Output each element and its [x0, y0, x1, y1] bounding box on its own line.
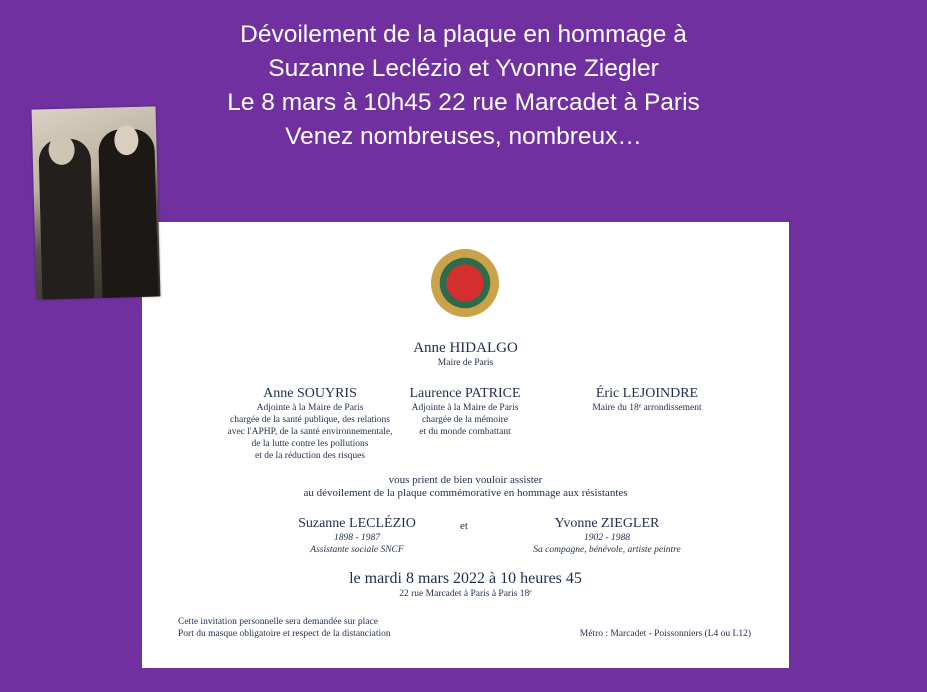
- honoree-dates: 1902 - 1988: [584, 533, 630, 543]
- notes: [178, 616, 391, 640]
- photo-two-women: [32, 106, 161, 299]
- headline-line: Venez nombreuses, nombreux…: [285, 123, 642, 150]
- host-name: Anne HIDALGO: [413, 340, 518, 356]
- host: [142, 340, 789, 369]
- note-line: Port du masque obligatoire et respect de la distanciation: [178, 629, 391, 639]
- honoree-name: Yvonne ZIEGLER: [554, 516, 660, 531]
- host-title: Maire de Paris: [437, 358, 494, 368]
- metro-info: Métro : Marcadet - Poissonniers (L4 ou L12): [579, 629, 751, 639]
- honoree-name: Suzanne LECLÉZIO: [298, 516, 416, 531]
- and-text: et: [460, 520, 468, 532]
- cohost-line: et du monde combattant: [419, 427, 511, 437]
- cohost-line: et de la réduction des risques: [254, 451, 365, 461]
- event-date: le mardi 8 mars 2022 à 10 heures 45: [349, 570, 582, 587]
- cohost-name: Laurence PATRICE: [409, 386, 521, 401]
- cohost: [542, 386, 752, 414]
- headline-line: Dévoilement de la plaque en hommage à: [240, 21, 687, 48]
- headline-line: Le 8 mars à 10h45 22 rue Marcadet à Paris: [227, 89, 700, 116]
- cohost-line: Adjointe à la Maire de Paris: [256, 403, 364, 413]
- cohost-line: de la lutte contre les pollutions: [251, 439, 369, 449]
- honoree-dates: 1898 - 1987: [334, 533, 380, 543]
- invite-line: au dévoilement de la plaque commémorative en hommage aux résistantes: [303, 487, 628, 499]
- cohost: [360, 386, 570, 438]
- event-address: 22 rue Marcadet à Paris à Paris 18ᵉ: [399, 589, 532, 599]
- invitation-card: [142, 222, 789, 668]
- headline-line: Suzanne Leclézio et Yvonne Ziegler: [268, 55, 659, 82]
- cohost-name: Anne SOUYRIS: [263, 386, 357, 401]
- honoree-role: Sa compagne, bénévole, artiste peintre: [533, 545, 681, 555]
- cohost-line: chargée de la mémoire: [421, 415, 509, 425]
- event-when: [142, 570, 789, 600]
- cohost-line: chargée de la santé publique, des relations: [230, 415, 390, 425]
- cohost-line: avec l'APHP, de la santé environnementale,: [227, 427, 393, 437]
- honoree: [252, 516, 462, 556]
- cohost-line: Adjointe à la Maire de Paris: [411, 403, 519, 413]
- note-line: Cette invitation personnelle sera demandée sur place: [178, 617, 378, 627]
- paris-seal-icon: [431, 249, 499, 317]
- cohost-name: Éric LEJOINDRE: [595, 386, 699, 401]
- invite-line: vous prient de bien vouloir assister: [388, 474, 543, 486]
- honoree: [482, 516, 732, 556]
- cohost-line: Maire du 18ᵉ arrondissement: [592, 403, 702, 413]
- invite-text: [142, 474, 789, 500]
- honoree-role: Assistante sociale SNCF: [310, 545, 404, 555]
